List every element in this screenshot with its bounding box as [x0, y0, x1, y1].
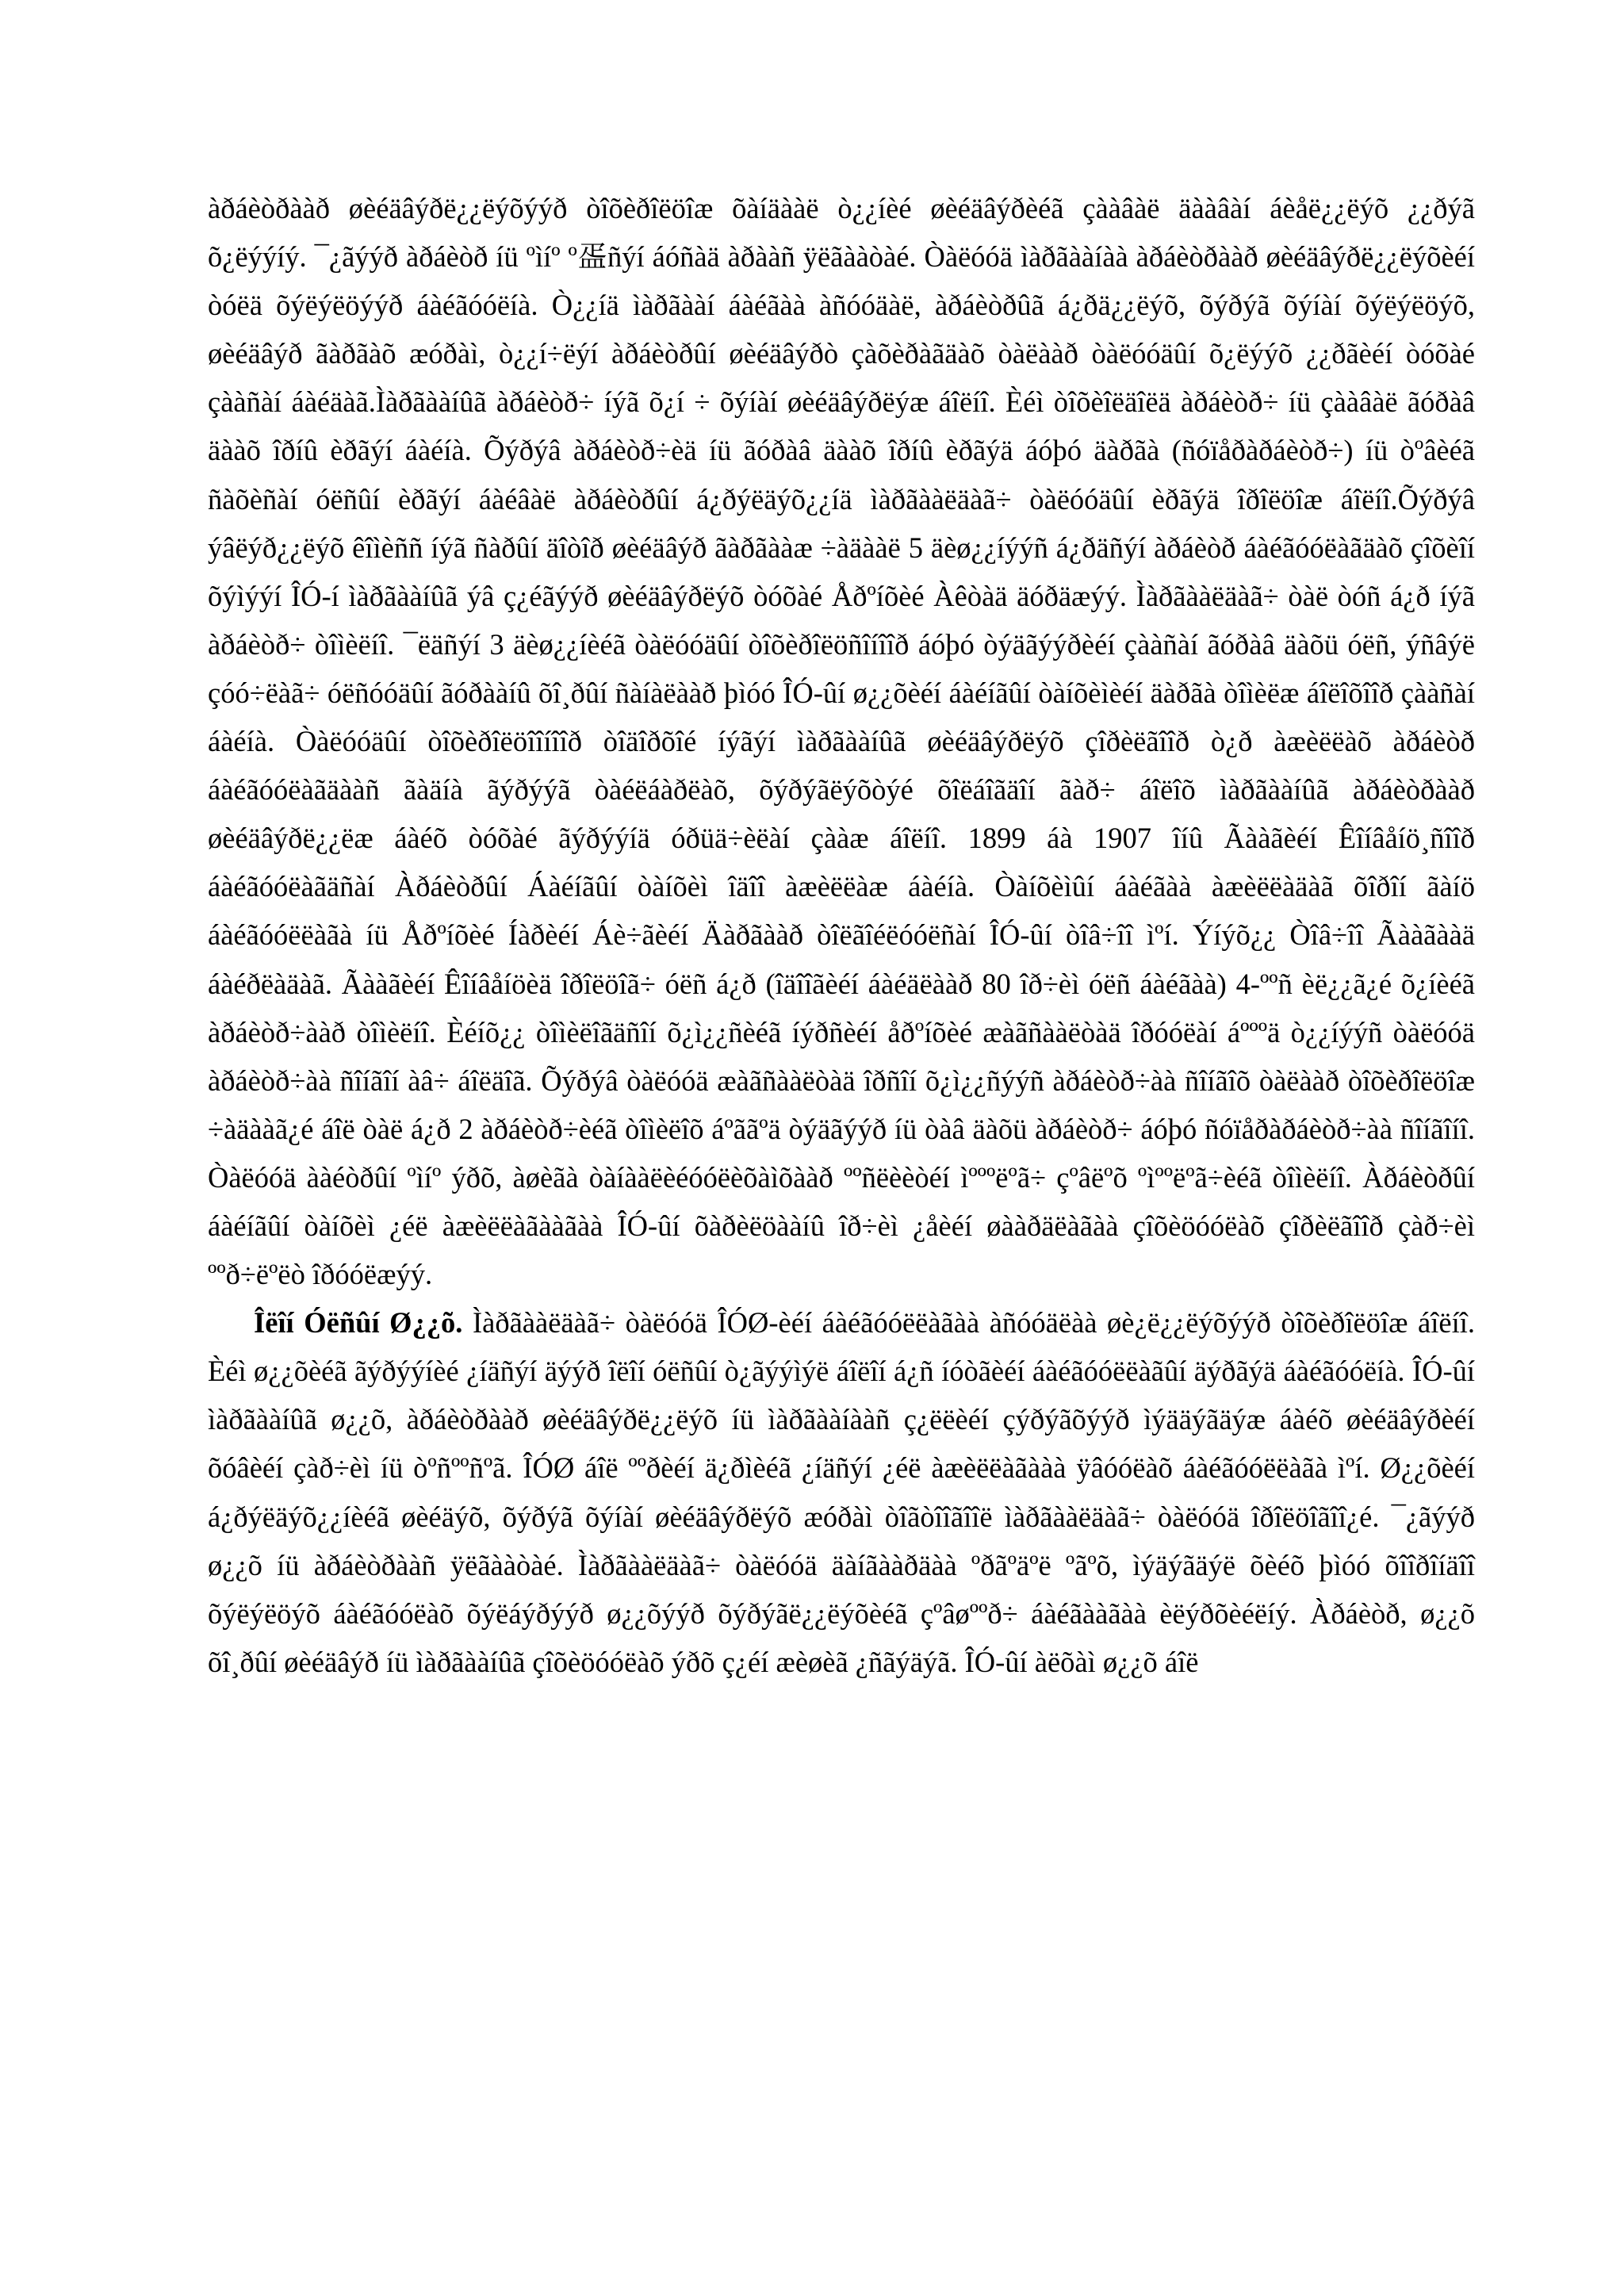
- section-body-run: Ìàðãààëäàã÷ òàëóóä ÎÓØ-èéí áàéãóóëëàãàà àñóóäëàà øè¿ë¿¿ëýõýýð òîõèðîëöîæ áîëíî. Èéì ø¿¿õèéã ãýðýýíèé ¿íäñýí äýýð îëîí óëñûí ò¿ãýýìýë áîëîí á¿ñ íóòãèéí áàéãóóëëàãûí äýðãýä áàéãóóëíà. ÎÓ-ûí ìàðãààíûã ø¿¿õ, àðáèòðààð øèéäâýðë¿¿ëýõ íü ìàðãààíààñ ç¿ëëèéí çýðýãõýýð ìýääýãäýæ áàéõ øèéäâýðèéí õóâèéí çàð÷èì íü òºñººñºã. ÎÓØ áîë ººðèéí ä¿ðìèéã ¿íäñýí ¿éë àæèëëàãààà ÿâóóëàõ áàéãóóëëàãà ìºí. Ø¿¿õèéí á¿ðýëäýõ¿¿íèéã øèéäýõ, õýðýã õýíàí øèéäâýðëýõ æóðàì òîãòîîãîîë ìàðãààëäàã÷ òàëóóä îðîëöîãîî¿é. ¯¿ãýýð ø¿¿õ íü àðáèòðààñ ÿëãààòàé. Ìàðãààëäàã÷ òàëóóä äàíãààðäàà ºðãºäºë ºãºõ, ìýäýãäýë õèéõ þìóó õîîðîíäîî õýëýëöýõ áàéãóóëàõ õýëáýðýýð ø¿¿õýýð õýðýãë¿¿ëýõèéã çºâøººð÷ áàéãààãàà èëýðõèéëíý. Àðáèòð, ø¿¿õ õî¸ðûí øèéäâýð íü ìàðãààíûã çîõèöóóëàõ ýðõ ç¿éí æèøèã ¿ñãýäýã. ÎÓ-ûí àëõàì ø¿¿õ áîë: [208, 1306, 1475, 1678]
- section-heading-run: Îëîí Óëñûí Ø¿¿õ.: [254, 1306, 463, 1340]
- document-page: [208, 184, 1475, 1686]
- body-paragraph-2: [208, 1298, 1475, 1686]
- body-paragraph-1: àðáèòðààð øèéäâýðë¿¿ëýõýýð òîõèðîëöîæ õàíäààë ò¿¿íèé øèéäâýðèéã çààâàë äààâàí áèåë¿¿ëýõ ¿¿ðýã õ¿ëýýíý. ¯¿ãýýð àðáèòð íü ºìíº º㿿ñýí áóñàä àðààñ ÿëãààòàé. Òàëóóä ìàðãààíàà àðáèòðààð øèéäâýðë¿¿ëýõèéí òóëä õýëýëöýýð áàéãóóëíà. Ò¿¿íä ìàðãààí áàéãàà àñóóäàë, àðáèòðûã á¿ðä¿¿ëýõ, õýðýã õýíàí õýëýëöýõ, øèéäâýð ãàðãàõ æóðàì, ò¿¿í÷ëýí àðáèòðûí øèéäâýðò çàõèðàãäàõ òàëààð òàëóóäûí õ¿ëýýõ ¿¿ðãèéí òóõàé çààñàí áàéäàã.Ìàðãààíûã àðáèòð÷ íýã õ¿í ÷ õýíàí øèéäâýðëýæ áîëíî. Èéì òîõèîëäîëä àðáèòð÷ íü çààâàë ãóðàâ äààõ îðíû èðãýí áàéíà. Õýðýâ àðáèòð÷èä íü ãóðàâ äààõ îðíû èðãýä áóþó äàðãà (ñóïåðàðáèòð÷) íü òºâèéã ñàõèñàí óëñûí èðãýí áàéâàë àðáèòðûí á¿ðýëäýõ¿¿íä ìàðãààëäàã÷ òàëóóäûí èðãýä îðîëöîæ áîëíî.Õýðýâ ýâëýð¿¿ëýõ êîìèññ íýã ñàðûí äîòîð øèéäâýð ãàðãààæ ÷àäààë 5 äèø¿¿íýýñ á¿ðäñýí àðáèòð áàéãóóëàãäàõ çîõèîí õýìýýí ÎÓ-í ìàðãààíûã ýâ ç¿éãýýð øèéäâýðëýõ òóõàé Åðºíõèé Àêòàä äóðäæýý. Ìàðãààëäàã÷ òàë òóñ á¿ð íýã àðáèòð÷ òîìèëíî. ¯ëäñýí 3 äèø¿¿íèéã òàëóóäûí òîõèðîëöñîíîîð áóþó òýäãýýðèéí çààñàí ãóðàâ äàõü óëñ, ýñâýë çóó÷ëàã÷ óëñóóäûí ãóðààíû õî¸ðûí ñàíàëààð þìóó ÎÓ-ûí ø¿¿õèéí áàéíãûí òàíõèìèéí äàðãà òîìèëæ áîëîõîîð çààñàí áàéíà. Òàëóóäûí òîõèðîëöîîíîîð òîäîðõîé íýãýí ìàðãààíûã øèéäâýðëýõ çîðèëãîîð ò¿ð àæèëëàõ àðáèòð áàéãóóëàãäààñ ãàäíà ãýðýýã òàéëáàðëàõ, õýðýãëýõòýé õîëáîãäîí ãàð÷ áîëîõ ìàðãààíûã àðáèòðààð øèéäâýðë¿¿ëæ áàéõ òóõàé ãýðýýíä óðüä÷èëàí çààæ áîëíî. 1899 áà 1907 îíû Ãààãèéí Êîíâåíö¸ñîîð áàéãóóëàãäñàí Àðáèòðûí Áàéíãûí òàíõèì îäîî àæèëëàæ áàéíà. Òàíõèìûí áàéãàà àæèëëàäàã õîðîí ãàíö áàéãóóëëàãà íü Åðºíõèé Íàðèéí Áè÷ãèéí Äàðãààð òîëãîéëóóëñàí ÎÓ-ûí òîâ÷îî ìºí. Ýíýõ¿¿ Òîâ÷îî Ãààãààä áàéðëàäàã. Ãààãèéí Êîíâåíöèä îðîëöîã÷ óëñ á¿ð (îäîîãèéí áàéäëààð 80 îð÷èì óëñ áàéãàà) 4-ººñ èë¿¿ã¿é õ¿íèéã àðáèòð÷ààð òîìèëíî. Èéíõ¿¿ òîìèëîãäñîí õ¿ì¿¿ñèéã íýðñèéí åðºíõèé æàãñààëòàä îðóóëàí áºººä ò¿¿íýýñ òàëóóä àðáèòð÷àà ñîíãîí àâ÷ áîëäîã. Õýðýâ òàëóóä æàãñààëòàä îðñîí õ¿ì¿¿ñýýñ àðáèòð÷àà ñîíãîõ òàëààð òîõèðîëöîæ ÷àäààã¿é áîë òàë á¿ð 2 àðáèòð÷èéã òîìèëîõ áºããºä òýäãýýð íü òàâ äàõü àðáèòð÷ áóþó ñóïåðàðáèòð÷àà ñîíãîíî. Òàëóóä ààéòðûí ºìíº ýðõ, àøèãà òàíààëèéóóëèõàìõààð ººñëèèòéí ìºººëºã÷ çºâëºõ ºìººëºã÷èéã òîìèëíî. Àðáèòðûí áàéíãûí òàíõèì ¿éë àæèëëàãààãàà ÎÓ-ûí õàðèëöààíû îð÷èì ¿åèéí øààðäëàãàà çîõèöóóëàõ çîðèëãîîð çàð÷èì ººð÷ëºëò îðóóëæýý.: [208, 192, 1475, 1291]
